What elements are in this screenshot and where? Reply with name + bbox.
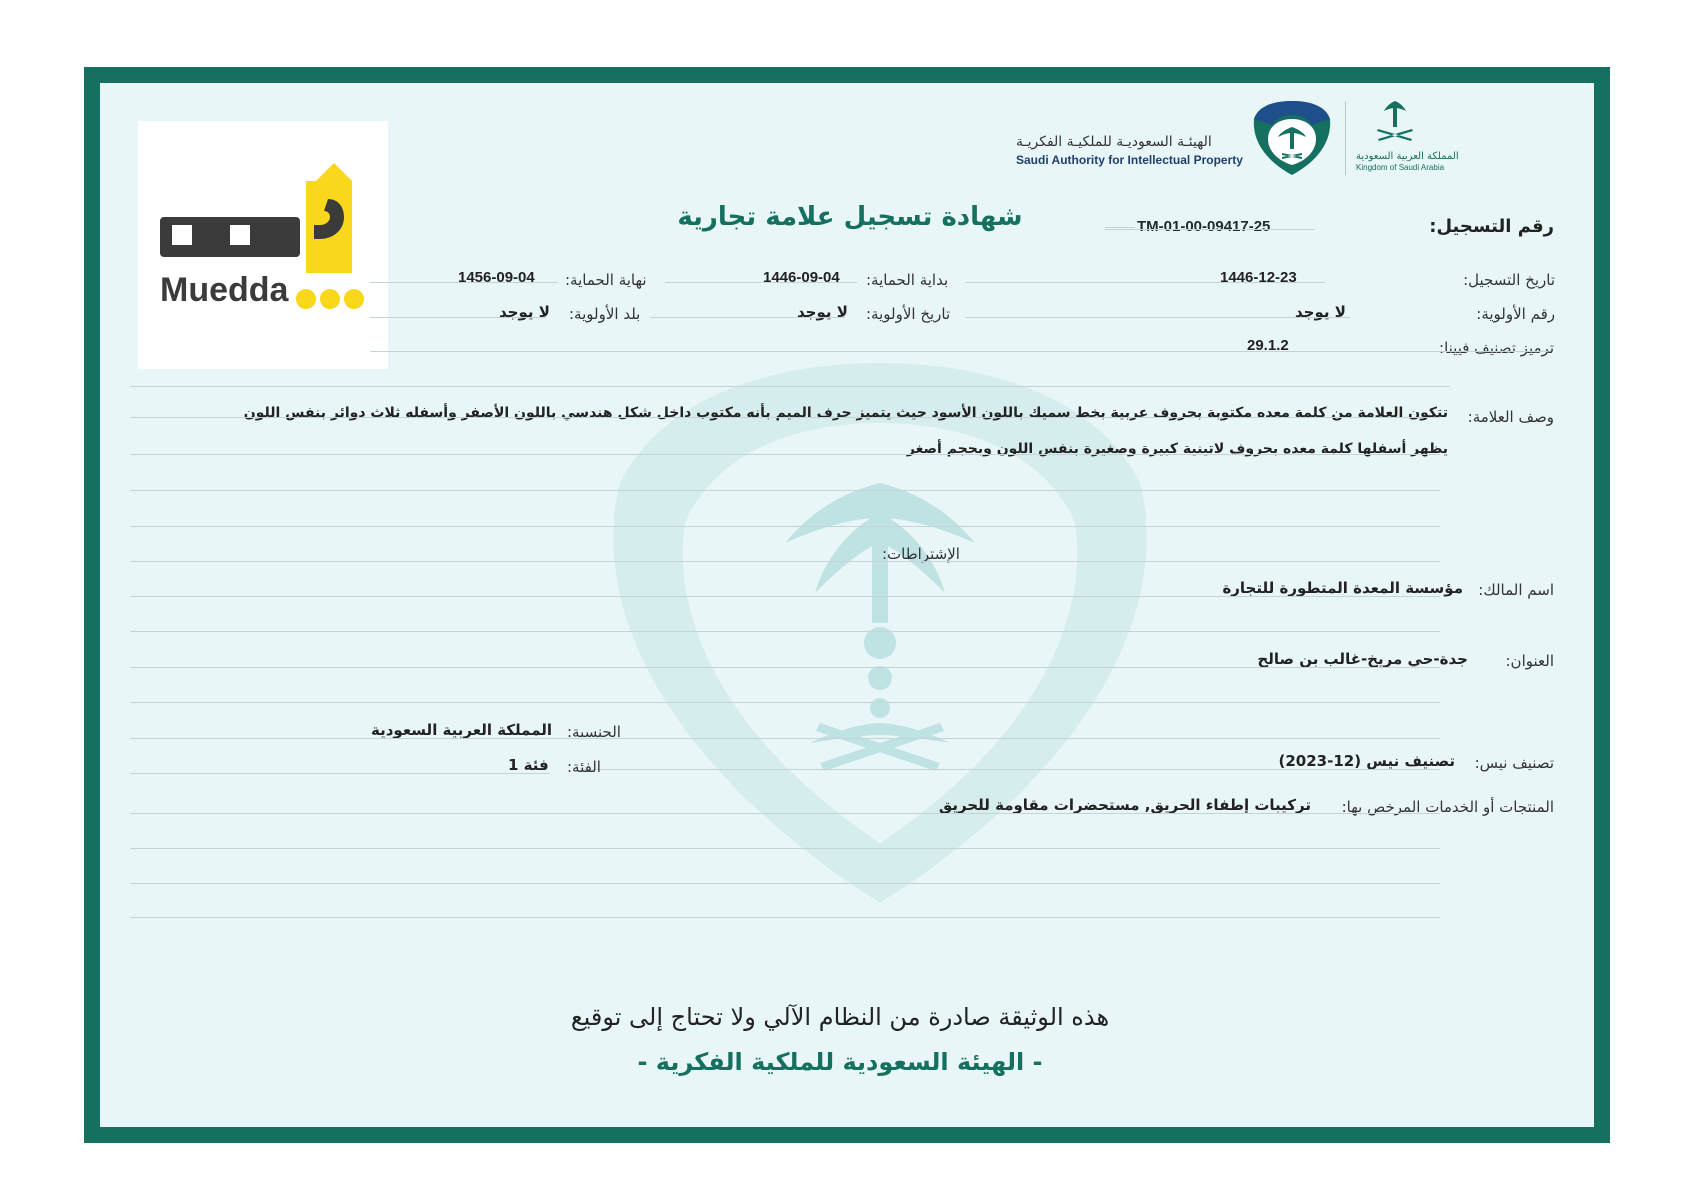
class-value: فئة 1	[508, 756, 549, 774]
conditions-label: الإشتراطات:	[882, 545, 960, 563]
mark-description-line1: تتكون العلامة من كلمة معده مكتوبة بحروف عربية بخط سميك باللون الأسود حيث يتميز حرف الميم بأنه مكتوب داخل شكل هندسي باللون الأصفر وأسفله ثلاث دوائر بنفس اللون	[243, 405, 1448, 421]
nationality-value: المملكة العربية السعودية	[371, 721, 553, 739]
vienna-code-value: 29.1.2	[1247, 337, 1289, 354]
priority-date-value: لا يوجد	[797, 303, 848, 321]
priority-country-value: لا يوجد	[499, 303, 550, 321]
protection-end-value: 1456-09-04	[458, 269, 535, 286]
certificate-paper	[100, 83, 1594, 1127]
nationality-label: الجنسية:	[567, 723, 621, 741]
kingdom-emblem-icon	[1370, 99, 1420, 143]
priority-number-label: رقم الأولوية:	[1476, 305, 1555, 323]
footer-signature: - الهيئة السعودية للملكية الفكرية -	[637, 1048, 1043, 1076]
owner-name-label: اسم المالك:	[1478, 581, 1554, 599]
watermark-emblem-icon	[580, 343, 1180, 923]
protection-start-label: بداية الحماية:	[866, 271, 949, 289]
mark-description-label: وصف العلامة:	[1467, 408, 1554, 426]
authority-name-en: Saudi Authority for Intellectual Property	[1016, 153, 1243, 167]
logo-text-latin: Muedda	[160, 271, 289, 309]
owner-name-value: مؤسسة المعدة المتطورة للتجارة	[1222, 579, 1463, 597]
products-value: تركيبات إطفاء الحريق, مستحضرات مقاومة للحريق	[938, 796, 1311, 814]
registration-date-value: 1446-12-23	[1220, 269, 1297, 286]
address-value: جدة-حي مريخ-غالب بن صالح	[1257, 650, 1468, 668]
priority-country-label: بلد الأولوية:	[569, 305, 641, 323]
vienna-code-label: ترميز تصنيف فيينا:	[1439, 339, 1554, 357]
protection-end-label: نهاية الحماية:	[565, 271, 647, 289]
products-label: المنتجات أو الخدمات المرخص بها:	[1341, 798, 1554, 816]
footer-note: هذه الوثيقة صادرة من النظام الآلي ولا تحتاج إلى توقيع	[570, 1003, 1110, 1031]
registration-number-label: رقم التسجيل:	[1429, 216, 1554, 237]
header-divider	[1345, 101, 1346, 175]
priority-number-value: لا يوجد	[1295, 303, 1346, 321]
nice-classification-value: تصنيف نيس (12-2023)	[1278, 752, 1455, 770]
protection-start-value: 1446-09-04	[763, 269, 840, 286]
authority-name-ar: الهيئـة السعوديـة للملكيـة الفكريـة	[1016, 134, 1212, 150]
saip-emblem-icon	[1252, 97, 1332, 179]
mark-description-line2: يظهر أسفلها كلمة معده بحروف لاتينية كبيرة وصغيرة بنفس اللون وبحجم أصغر	[906, 441, 1448, 457]
kingdom-name-en: Kingdom of Saudi Arabia	[1356, 163, 1445, 172]
nice-classification-label: تصنيف نيس:	[1474, 754, 1554, 772]
registration-number-value: TM-01-00-09417-25	[1137, 218, 1271, 235]
certificate-title: شهادة تسجيل علامة تجارية	[677, 202, 1023, 232]
address-label: العنوان:	[1505, 652, 1554, 670]
class-label: الفئة:	[567, 758, 601, 776]
muedda-logo-icon	[138, 121, 388, 369]
registration-date-label: تاريخ التسجيل:	[1463, 271, 1555, 289]
priority-date-label: تاريخ الأولوية:	[866, 305, 951, 323]
kingdom-name-ar: المملكة العربية السعودية	[1356, 151, 1459, 162]
trademark-logo	[138, 121, 388, 369]
